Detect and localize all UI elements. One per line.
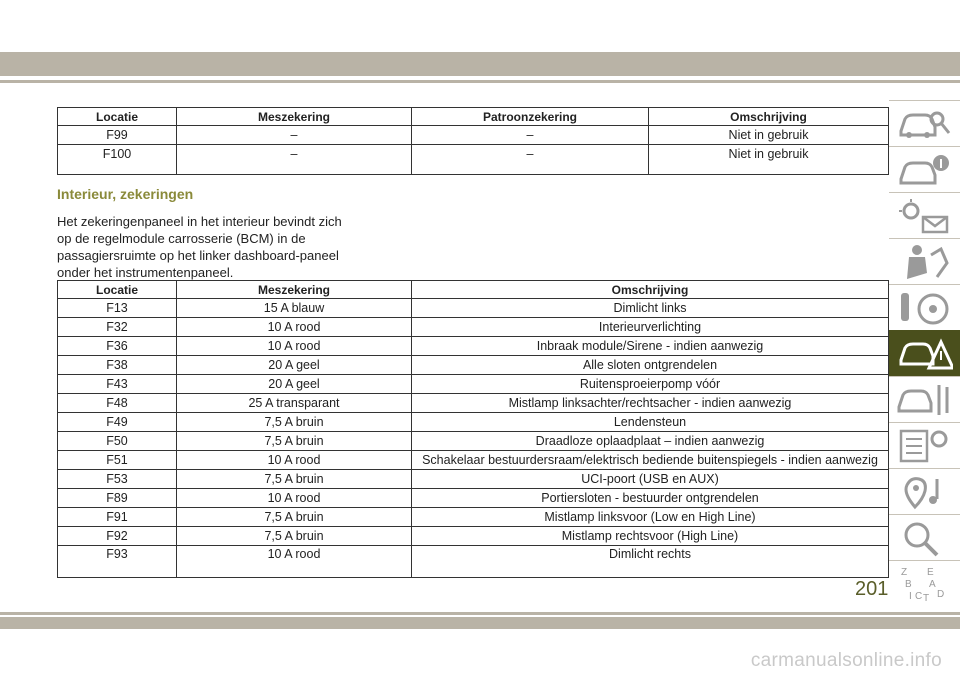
table-row xyxy=(58,375,889,394)
cell: 20 A geel xyxy=(177,356,412,375)
seat-person-icon xyxy=(897,243,953,281)
cell: – xyxy=(177,126,412,145)
tab-search[interactable] xyxy=(889,514,960,561)
cell: 25 A transparant xyxy=(177,394,412,413)
tab-map-music[interactable] xyxy=(889,468,960,515)
table-row xyxy=(58,489,889,508)
cell: Niet in gebruik xyxy=(649,126,889,145)
cell: F99 xyxy=(58,126,177,145)
alphabet-index-icon xyxy=(897,565,953,603)
col-header: Omschrijving xyxy=(412,281,889,299)
cell: Schakelaar bestuurdersraam/elektrisch bediende buitenspiegels - indien aanwezig xyxy=(412,451,889,470)
cell: Niet in gebruik xyxy=(649,145,889,175)
table-row xyxy=(58,546,889,578)
tab-car-info[interactable] xyxy=(889,146,960,193)
fuse-table-2 xyxy=(57,280,889,578)
tab-seat-person[interactable] xyxy=(889,238,960,285)
table-row xyxy=(58,356,889,375)
checklist-gear-icon xyxy=(897,427,953,465)
table-row xyxy=(58,394,889,413)
col-header: Locatie xyxy=(58,108,177,126)
search-icon xyxy=(897,519,953,557)
top-rule xyxy=(0,80,960,83)
fuse-table-1 xyxy=(57,107,889,175)
cell: F100 xyxy=(58,145,177,175)
cell: Lendensteun xyxy=(412,413,889,432)
cell: 7,5 A bruin xyxy=(177,527,412,546)
cell: Ruitensproeierpomp vóór xyxy=(412,375,889,394)
col-header: Meszekering xyxy=(177,281,412,299)
tab-car-breakdown[interactable] xyxy=(889,330,960,376)
table-header-row xyxy=(58,281,889,299)
index-letter: B xyxy=(905,579,912,590)
cell: UCI-poort (USB en AUX) xyxy=(412,470,889,489)
cell: Dimlicht rechts xyxy=(412,546,889,578)
index-letter: A xyxy=(929,579,936,590)
car-info-icon xyxy=(897,151,953,189)
car-breakdown-warning-icon xyxy=(897,334,953,372)
tab-warning-lights[interactable] xyxy=(889,192,960,239)
cell: F89 xyxy=(58,489,177,508)
cell: F32 xyxy=(58,318,177,337)
table-row xyxy=(58,413,889,432)
warning-lights-mail-icon xyxy=(897,197,953,235)
bottom-rule xyxy=(0,612,960,615)
cell: F92 xyxy=(58,527,177,546)
watermark: carmanualsonline.info xyxy=(750,650,942,671)
cell: Draadloze oplaadplaat – indien aanwezig xyxy=(412,432,889,451)
cell: 15 A blauw xyxy=(177,299,412,318)
cell: 10 A rood xyxy=(177,337,412,356)
cell: Interieurverlichting xyxy=(412,318,889,337)
section-heading: Interieur, zekeringen xyxy=(57,186,194,202)
cell: F50 xyxy=(58,432,177,451)
cell: 10 A rood xyxy=(177,546,412,578)
cell: F36 xyxy=(58,337,177,356)
tab-key-steering[interactable] xyxy=(889,284,960,331)
cell: Dimlicht links xyxy=(412,299,889,318)
cell: Alle sloten ontgrendelen xyxy=(412,356,889,375)
cell: 7,5 A bruin xyxy=(177,508,412,527)
cell: F38 xyxy=(58,356,177,375)
table-row xyxy=(58,470,889,489)
cell: 10 A rood xyxy=(177,318,412,337)
cell: – xyxy=(177,145,412,175)
cell: F48 xyxy=(58,394,177,413)
cell: 7,5 A bruin xyxy=(177,470,412,489)
table-row xyxy=(58,145,889,175)
cell: Portiersloten - bestuurder ontgrendelen xyxy=(412,489,889,508)
col-header: Patroonzekering xyxy=(412,108,649,126)
cell: F53 xyxy=(58,470,177,489)
table-row xyxy=(58,299,889,318)
col-header: Locatie xyxy=(58,281,177,299)
index-letter: E xyxy=(927,567,934,578)
table-row xyxy=(58,337,889,356)
cell: F51 xyxy=(58,451,177,470)
cell: – xyxy=(412,126,649,145)
cell: – xyxy=(412,145,649,175)
page-number: 201 xyxy=(855,578,889,600)
table-row xyxy=(58,451,889,470)
table-row xyxy=(58,527,889,546)
cell: F91 xyxy=(58,508,177,527)
cell: Inbraak module/Sirene - indien aanwezig xyxy=(412,337,889,356)
cell: 7,5 A bruin xyxy=(177,413,412,432)
tab-car-service[interactable] xyxy=(889,376,960,423)
tab-alphabet-index[interactable] xyxy=(889,560,960,607)
table-row xyxy=(58,432,889,451)
index-letter: C xyxy=(915,591,923,602)
table-row xyxy=(58,508,889,527)
car-magnifier-icon xyxy=(897,105,953,143)
table-row xyxy=(58,126,889,145)
bottom-band xyxy=(0,617,960,629)
tab-car-magnifier[interactable] xyxy=(889,100,960,147)
cell: 10 A rood xyxy=(177,489,412,508)
tab-checklist[interactable] xyxy=(889,422,960,469)
cell: Mistlamp linksachter/rechtsacher - indien aanwezig xyxy=(412,394,889,413)
cell: Mistlamp linksvoor (Low en High Line) xyxy=(412,508,889,527)
index-letter: T xyxy=(923,593,930,603)
cell: F49 xyxy=(58,413,177,432)
index-letter: I xyxy=(909,591,912,602)
cell: 20 A geel xyxy=(177,375,412,394)
top-band xyxy=(0,52,960,76)
col-header: Omschrijving xyxy=(649,108,889,126)
cell: 10 A rood xyxy=(177,451,412,470)
car-service-tools-icon xyxy=(897,381,953,419)
section-paragraph: Het zekeringenpaneel in het interieur bevindt zich op de regelmodule carrosserie (BCM) in de passagiersruimte op het linker dashboard-paneel onder het instrumentenpaneel. xyxy=(57,214,342,280)
key-steering-wheel-icon xyxy=(897,289,953,327)
cell: F13 xyxy=(58,299,177,318)
index-letter: D xyxy=(937,589,945,600)
cell: 7,5 A bruin xyxy=(177,432,412,451)
col-header: Meszekering xyxy=(177,108,412,126)
table-header-row xyxy=(58,108,889,126)
map-music-icon xyxy=(897,473,953,511)
cell: F43 xyxy=(58,375,177,394)
cell: F93 xyxy=(58,546,177,578)
cell: Mistlamp rechtsvoor (High Line) xyxy=(412,527,889,546)
table-row xyxy=(58,318,889,337)
index-letter: Z xyxy=(901,567,908,578)
